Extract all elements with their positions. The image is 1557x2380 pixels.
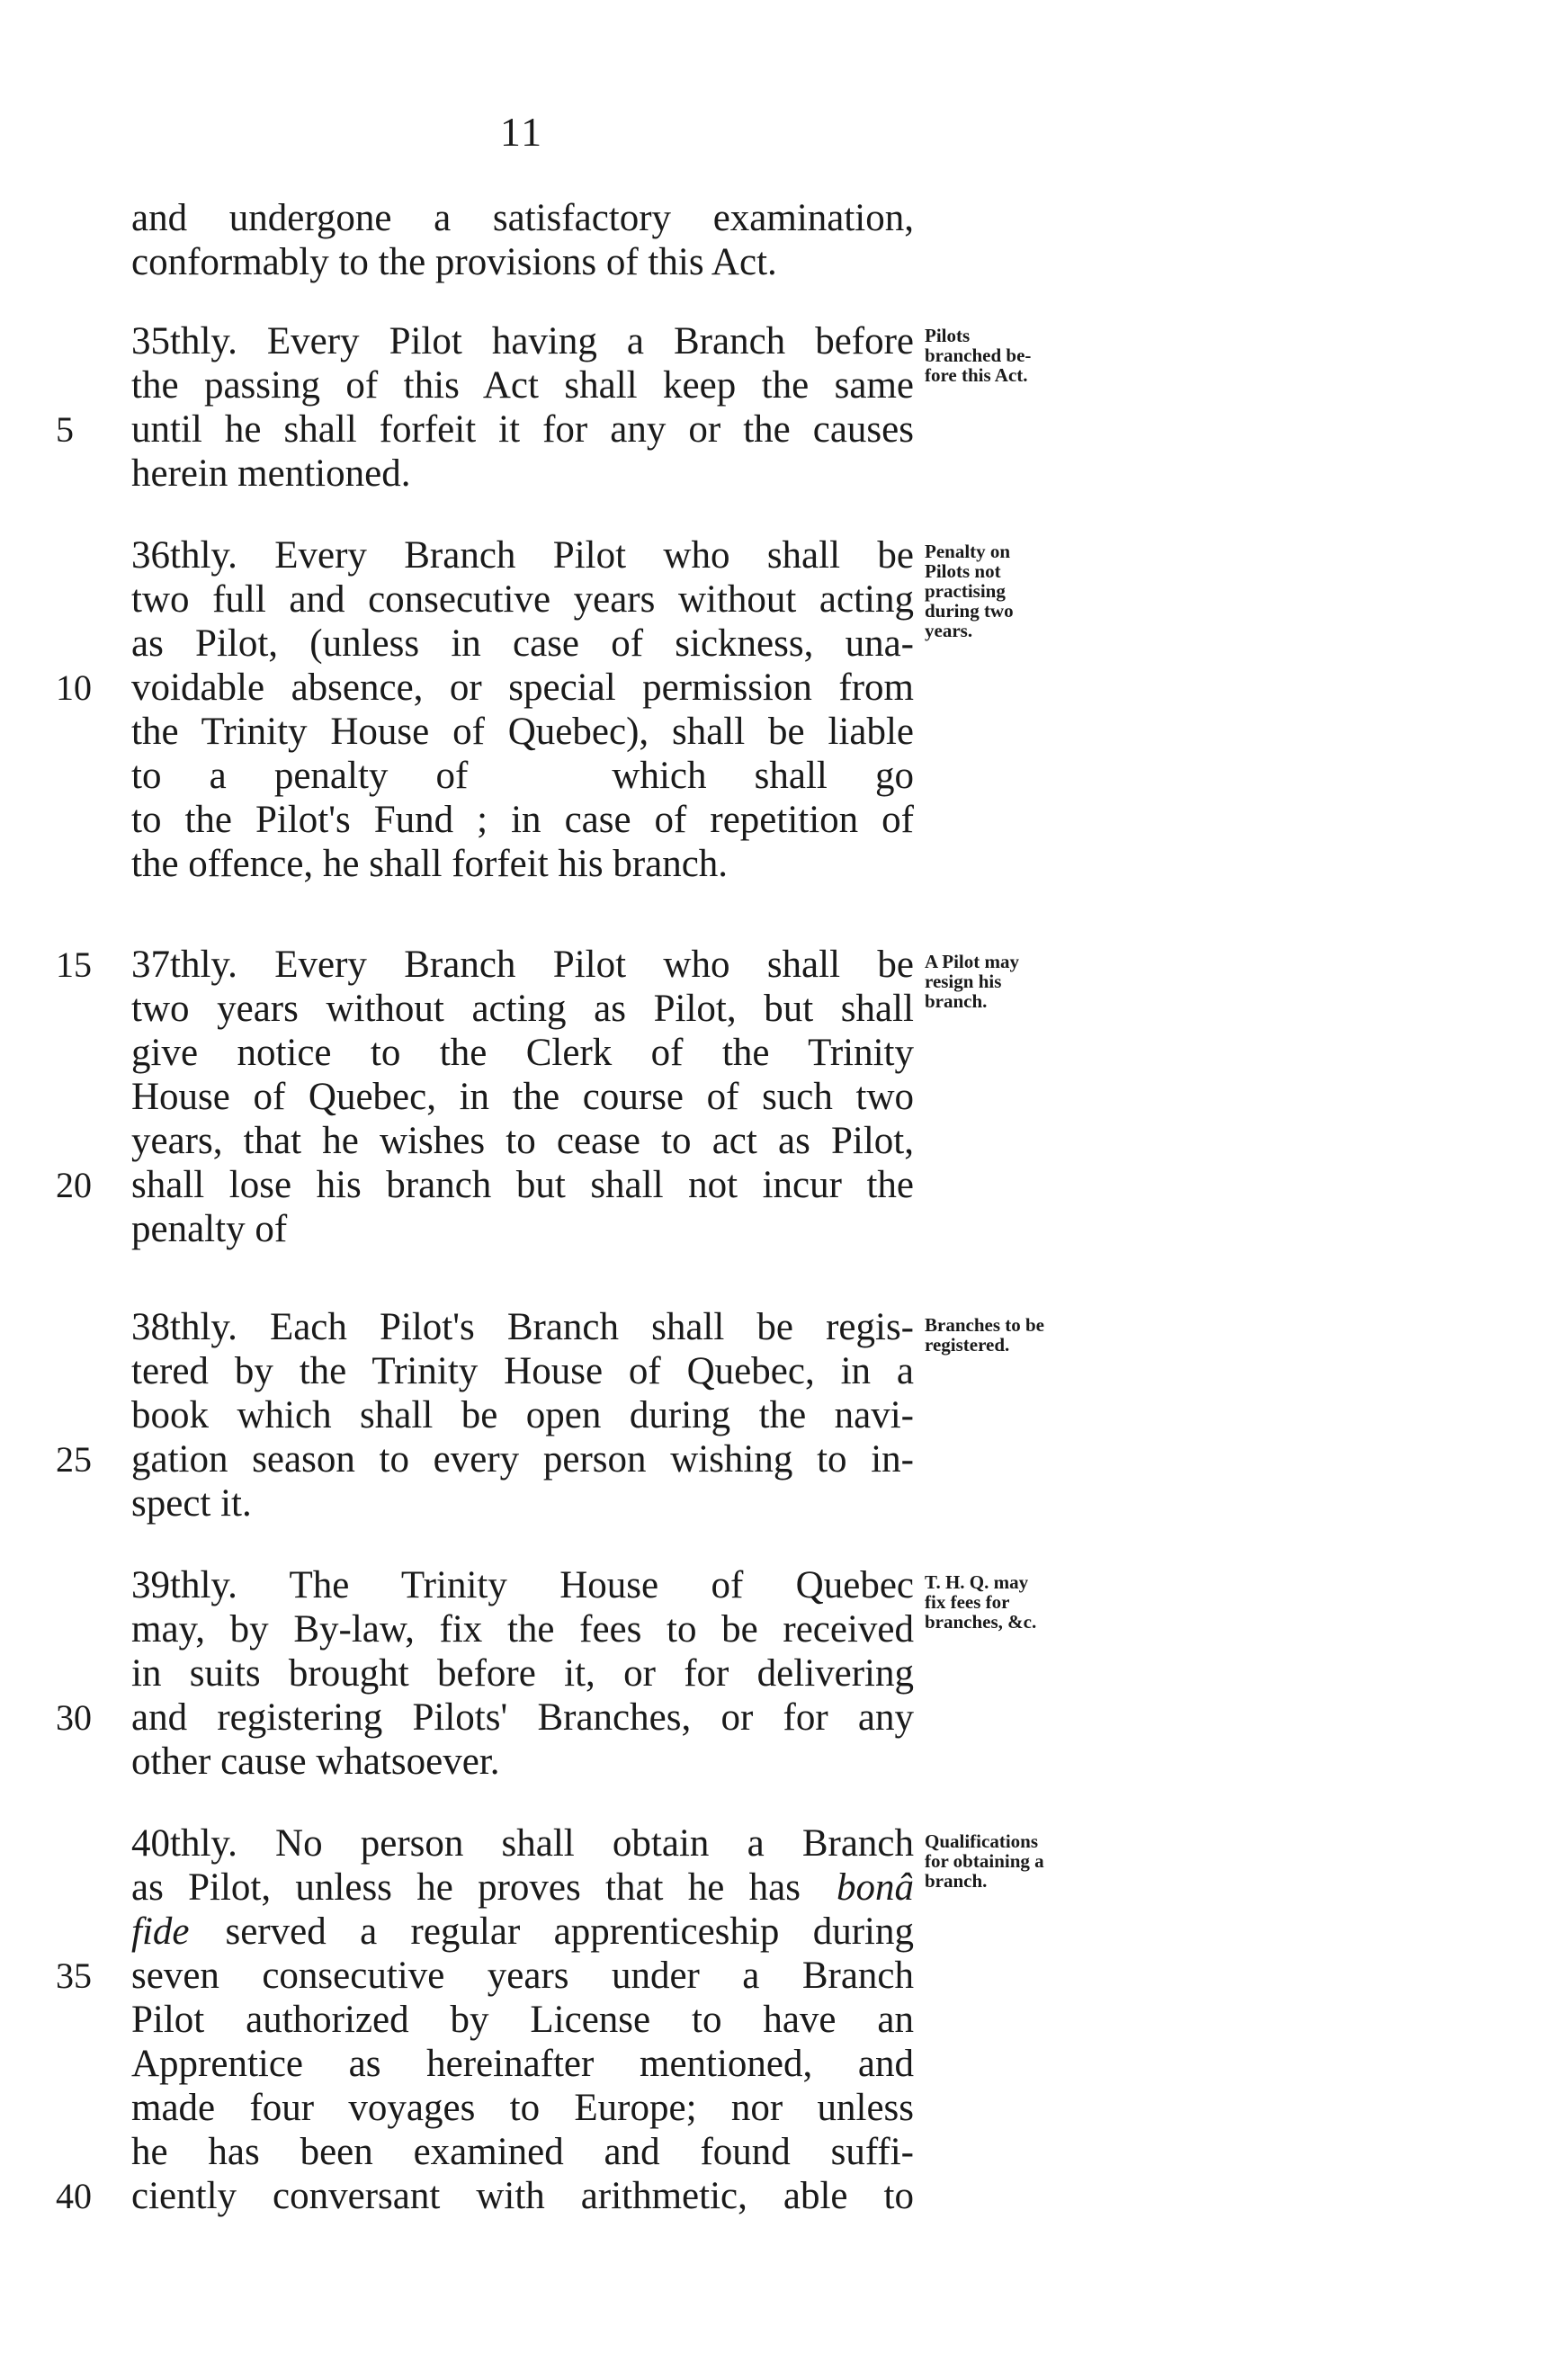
text-line: the passing of this Act shall keep the same: [131, 364, 914, 407]
text-line: 36thly. Every Branch Pilot who shall be: [131, 534, 914, 577]
margin-note-line: fix fees for: [925, 1591, 1010, 1613]
text-line: in suits brought before it, or for delivering: [131, 1652, 914, 1695]
text-line: penalty of: [131, 1208, 288, 1250]
margin-note: [925, 1572, 1132, 1632]
margin-note: [925, 541, 1132, 640]
text-line: book which shall be open during the navi-: [131, 1394, 914, 1436]
text-line: [131, 1866, 914, 1910]
text-line: as Pilot, (unless in case of sickness, una-: [131, 622, 914, 665]
line-number: 10: [56, 667, 92, 708]
line-number: 35: [56, 1955, 92, 1996]
text-line: ciently conversant with arithmetic, able to: [131, 2175, 914, 2217]
text-line: [131, 1910, 914, 1954]
text-line: made four voyages to Europe; nor unless: [131, 2087, 914, 2129]
text-fragment: served a regular apprenticeship during: [225, 1910, 914, 1953]
text-line: and registering Pilots' Branches, or for any: [131, 1696, 914, 1739]
margin-note: [925, 326, 1132, 385]
margin-note-line: years.: [925, 620, 973, 641]
margin-note-line: branches, &c.: [925, 1611, 1037, 1633]
margin-note-line: for obtaining a: [925, 1850, 1044, 1872]
text-line: tered by the Trinity House of Quebec, in a: [131, 1350, 914, 1392]
margin-note-line: during two: [925, 600, 1014, 622]
text-line: voidable absence, or special permission from: [131, 667, 914, 709]
text-line: conformably to the provisions of this Act.: [131, 241, 777, 283]
text-line: the offence, he shall forfeit his branch.: [131, 843, 729, 885]
text-line: two years without acting as Pilot, but shall: [131, 988, 914, 1030]
text-line: House of Quebec, in the course of such two: [131, 1076, 914, 1118]
text-line: the Trinity House of Quebec), shall be liable: [131, 711, 914, 753]
margin-note-line: Pilots not: [925, 560, 1001, 582]
text-line: [131, 754, 914, 798]
text-line: seven consecutive years under a Branch: [131, 1955, 914, 1997]
margin-note-line: registered.: [925, 1334, 1010, 1356]
margin-note: [925, 952, 1132, 1011]
text-fragment: to a penalty of: [131, 755, 469, 797]
margin-note-line: branch.: [925, 990, 988, 1012]
text-line: 40thly. No person shall obtain a Branch: [131, 1822, 914, 1865]
line-number: 30: [56, 1697, 92, 1738]
text-line: 38thly. Each Pilot's Branch shall be regis-: [131, 1306, 914, 1348]
text-line: other cause whatsoever.: [131, 1740, 500, 1783]
text-fragment: which shall go: [612, 755, 914, 797]
margin-note-line: Penalty on: [925, 541, 1011, 562]
text-line: years, that he wishes to cease to act as Pilot,: [131, 1120, 914, 1162]
text-fragment-italic: bonâ: [837, 1866, 914, 1909]
text-fragment-italic: fide: [131, 1910, 190, 1953]
text-line: Pilot authorized by License to have an: [131, 1999, 914, 2041]
text-line: herein mentioned.: [131, 452, 411, 495]
text-line: to the Pilot's Fund ; in case of repetition of: [131, 799, 914, 841]
line-number: 15: [56, 944, 92, 985]
line-number: 5: [56, 409, 74, 450]
text-line: until he shall forfeit it for any or the causes: [131, 408, 914, 451]
text-line: two full and consecutive years without acting: [131, 578, 914, 621]
margin-note-line: Branches to be: [925, 1314, 1044, 1336]
margin-note-line: Pilots: [925, 325, 971, 346]
line-number: 40: [56, 2176, 92, 2216]
margin-note-line: Qualifications: [925, 1830, 1039, 1852]
text-line: 35thly. Every Pilot having a Branch before: [131, 320, 914, 362]
margin-note: [925, 1831, 1132, 1891]
text-fragment: as Pilot, unless he proves that he has: [131, 1866, 801, 1909]
text-line: Apprentice as hereinafter mentioned, and: [131, 2043, 914, 2085]
text-line: 37thly. Every Branch Pilot who shall be: [131, 944, 914, 986]
margin-note-line: practising: [925, 580, 1006, 602]
text-line: and undergone a satisfactory examination,: [131, 197, 914, 239]
margin-note: [925, 1315, 1132, 1355]
text-line: he has been examined and found suffi-: [131, 2131, 914, 2173]
margin-note-line: fore this Act.: [925, 364, 1028, 386]
margin-note-line: resign his: [925, 971, 1002, 992]
margin-note-line: A Pilot may: [925, 951, 1019, 972]
line-number: 20: [56, 1165, 92, 1205]
page-number: 11: [499, 109, 544, 155]
text-line: 39thly. The Trinity House of Quebec: [131, 1564, 914, 1606]
margin-note-line: branch.: [925, 1870, 988, 1892]
text-line: shall lose his branch but shall not incur the: [131, 1164, 914, 1206]
text-line: gation season to every person wishing to in-: [131, 1438, 914, 1481]
text-line: give notice to the Clerk of the Trinity: [131, 1032, 914, 1074]
margin-note-line: T. H. Q. may: [925, 1571, 1029, 1593]
text-line: spect it.: [131, 1482, 252, 1525]
margin-note-line: branched be-: [925, 344, 1032, 366]
line-number: 25: [56, 1439, 92, 1480]
text-line: may, by By-law, fix the fees to be received: [131, 1608, 914, 1651]
